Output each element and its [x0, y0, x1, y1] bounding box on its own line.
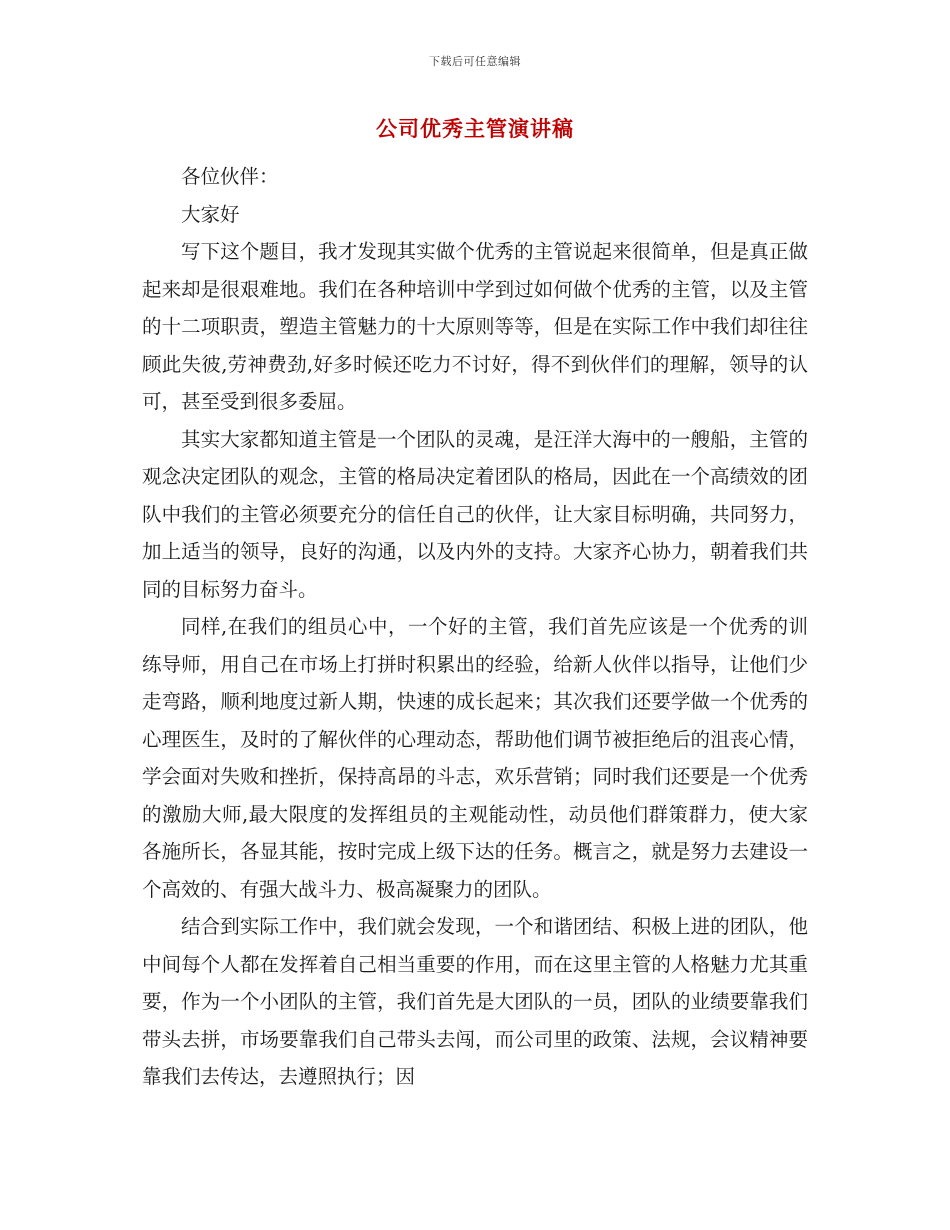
paragraph: 同样,在我们的组员心中，一个好的主管，我们首先应该是一个优秀的训练导师，用自己在市场上打拼时积累出的经验，给新人伙伴以指导，让他们少走弯路，顺利地度过新人期，快速的成长起来；其次我们还要学做一个优秀的心理医生，及时的了解伙伴的心理动态，帮助他们调节被拒绝后的沮丧心情，学会面对失败和挫折，保持高昂的斗志，欢乐营销；同时我们还要是一个优秀的激励大师,最大限度的发挥组员的主观能动性，动员他们群策群力，使大家各施所长，各显其能，按时完成上级下达的任务。概言之，就是努力去建设一个高效的、有强大战斗力、极高凝聚力的团队。 [142, 615, 808, 901]
document-title: 公司优秀主管演讲稿 [376, 116, 574, 141]
paragraph: 其实大家都知道主管是一个团队的灵魂，是汪洋大海中的一艘船，主管的观念决定团队的观念，主管的格局决定着团队的格局，因此在一个高绩效的团队中我们的主管必须要充分的信任自己的伙伴，让大家目标明确，共同努力，加上适当的领导，良好的沟通，以及内外的支持。大家齐心协力，朝着我们共同的目标努力奋斗。 [142, 427, 808, 601]
paragraph-greeting: 各位伙伴： [181, 165, 279, 188]
paragraph: 写下这个题目，我才发现其实做个优秀的主管说起来很简单，但是真正做起来却是很艰难地。我们在各种培训中学到过如何做个优秀的主管，以及主管的十二项职责，塑造主管魅力的十大原则等等，但是在实际工作中我们却往往顾此失彼,劳神费劲,好多时候还吃力不讨好，得不到伙伴们的理解，领导的认可，甚至受到很多委屈。 [142, 240, 808, 413]
paragraph: 结合到实际工作中，我们就会发现，一个和谐团结、积极上进的团队，他中间每个人都在发挥着自己相当重要的作用，而在这里主管的人格魅力尤其重要，作为一个小团队的主管，我们首先是大团队的一员，团队的业绩要靠我们带头去拼，市场要靠我们自己带头去闯，而公司里的政策、法规，会议精神要靠我们去传达，去遵照执行；因 [142, 915, 808, 1088]
page-header-note: 下载后可任意编辑 [429, 55, 521, 68]
paragraph-hello: 大家好 [181, 202, 240, 226]
document-body [142, 158, 808, 1096]
